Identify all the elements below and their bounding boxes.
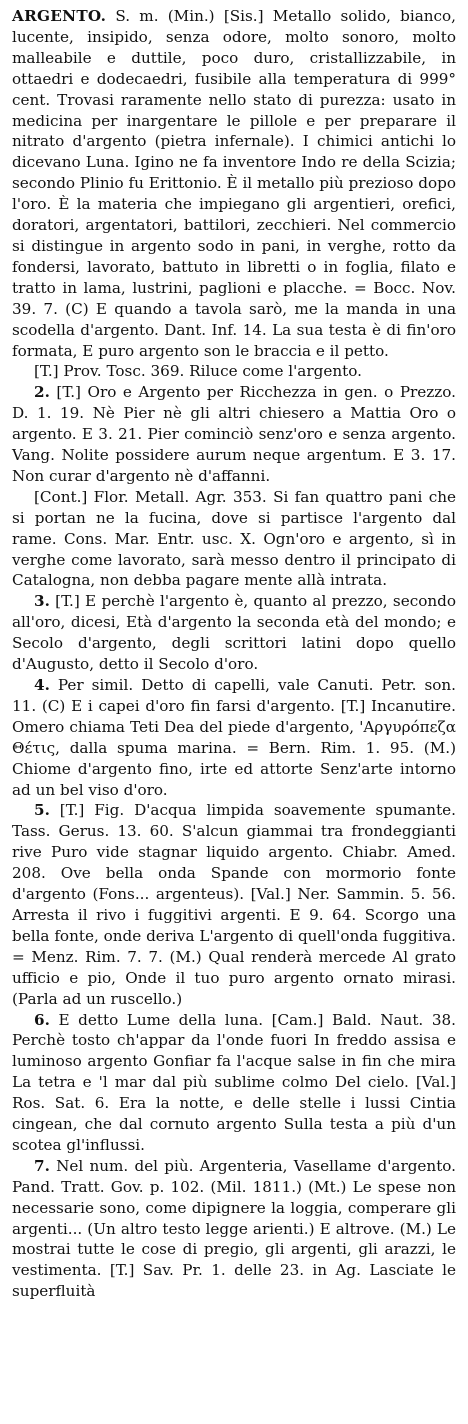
entry-paragraph-2 (12, 361, 456, 382)
sense-2-paragraph (12, 382, 456, 487)
sense-number: 2. (34, 383, 50, 402)
paragraph-text: S. m. (Min.) [Sis.] Metallo solido, bianco, lucente, insipido, senza odore, molto sonoro, molto malleabile e duttile, poco duro, cristallizzabile, in ottaedri e dodecaedri, fusibile alla temperatura di 999° cent. Trovasi raramente nello stato di purezza: usato in medicina per inargentare le pillole e per preparare il nitrato d'argento (pietra infernale). I chimici antichi lo dicevano Luna. Igino ne fa inventore Indo re della Scizia; secondo Plinio fu Erittonio. È il metallo più prezioso dopo l'oro. È la materia che impiegano gli argentieri, orefici, doratori, argentatori, battilori, zecchieri. Nel commercio si distingue in argento sodo in pani, in verghe, rotto da fondersi, lavorato, battuto in libretti o in foglia, filato e tratto in lama, lustrini, paglioni e placche. = Bocc. Nov. 39. 7. (C) E quando a tavola sarò, me la manda in una scodella d'argento. Dant. Inf. 14. La sua testa è di fin'oro formata, E puro argento son le braccia e il petto. (12, 7, 457, 360)
headword: ARGENTO. (12, 7, 107, 25)
paragraph-text: [T.] E perchè l'argento è, quanto al prezzo, secondo all'oro, dicesi, Età d'argento la seconda età del mondo; e Secolo d'argento, degli scrittori latini dopo quello d'Augusto, detto il Secolo d'oro. (12, 592, 456, 674)
entry-paragraph-1 (12, 6, 456, 361)
sense-number: 4. (34, 676, 50, 694)
paragraph-text: [T.] Fig. D'acqua limpida soavemente spumante. Tass. Gerus. 13. 60. S'alcun giammai tra frondeggianti rive Puro vide stagnar liquido argento. Chiabr. Amed. 208. Ove bella onda Spande con mormorio fonte d'argento (Fons... argenteus). [Val.] Ner. Sammin. 5. 56. Arresta il rivo i fuggitivi argenti. E 9. 64. Scorgo una bella fonte, onde deriva L'argento di quell'onda fuggitiva. = Menz. Rim. 7. 7. (M.) Qual renderà mercede Al grato ufficio e pio, Onde il tuo puro argento ornato mirasi. (Parla ad un ruscello.) (12, 801, 456, 1008)
dictionary-entry-argento (12, 6, 456, 1302)
paragraph-text: [T.] Oro e Argento per Ricchezza in gen. o Prezzo. D. 1. 19. Nè Pier nè gli altri chiesero a Mattia Oro o argento. E 3. 21. Pier cominciò senz'oro e senza argento. Vang. Nolite possidere aurum neque argentum. E 3. 17. Non curar d'argento nè d'affanni. (12, 383, 456, 485)
sense-number: 5. (34, 801, 50, 820)
sense-4-paragraph (12, 675, 456, 800)
sense-number: 7. (34, 1156, 50, 1175)
sense-number: 6. (34, 1010, 50, 1029)
sense-3-paragraph (12, 591, 456, 675)
paragraph-text: [T.] Prov. Tosc. 369. Riluce come l'argento. (34, 362, 362, 381)
paragraph-text: Per simil. Detto di capelli, vale Canuti. Petr. son. 11. (C) E i capei d'oro fin farsi d'argento. [T.] Incanutire. Omero chiama Teti Dea del piede d'argento, 'Αργυρόπεζα Θέτις, dalla spuma marina. = Bern. Rim. 1. 95. (M.) Chiome d'argento fino, irte ed attorte Senz'arte intorno ad un bel viso d'oro. (12, 676, 456, 799)
entry-paragraph-4 (12, 487, 456, 592)
sense-6-paragraph (12, 1010, 456, 1156)
sense-number: 3. (34, 592, 50, 611)
paragraph-text: [Cont.] Flor. Metall. Agr. 353. Si fan quattro pani che si portan ne la fucina, dove si partisce l'argento dal rame. Cons. Mar. Entr. usc. X. Ogn'oro e argento, sì in verghe come lavorato, sarà messo dentro il principato di Catalogna, non debba pagare mente allà intrata. (12, 487, 456, 590)
paragraph-text: Nel num. del più. Argenteria, Vasellame d'argento. Pand. Tratt. Gov. p. 102. (Mil. 1811.) (Mt.) Le spese non necessarie sono, come dipignere la loggia, comperare gli argenti... (Un altro testo legge arienti.) E altrove. (M.) Le mostrai tutte le cose di pregio, gli argenti, gli arazzi, le vestimenta. [T.] Sav. Pr. 1. delle 23. in Ag. Lasciate le superfluità (12, 1156, 457, 1301)
sense-5-paragraph (12, 800, 456, 1009)
sense-7-paragraph (12, 1156, 456, 1302)
paragraph-text: E detto Lume della luna. [Cam.] Bald. Naut. 38. Perchè tosto ch'appar da l'onde fuori In freddo assisa e luminoso argento Gonfiar fa l'acque salse in fin che mira La tetra e 'l mar dal più sublime colmo Del cielo. [Val.] Ros. Sat. 6. Era la notte, e delle stelle i lussi Cintia cingean, che dal cornuto argento Sulla testa a più d'un scotea gl'influssi. (12, 1010, 456, 1154)
